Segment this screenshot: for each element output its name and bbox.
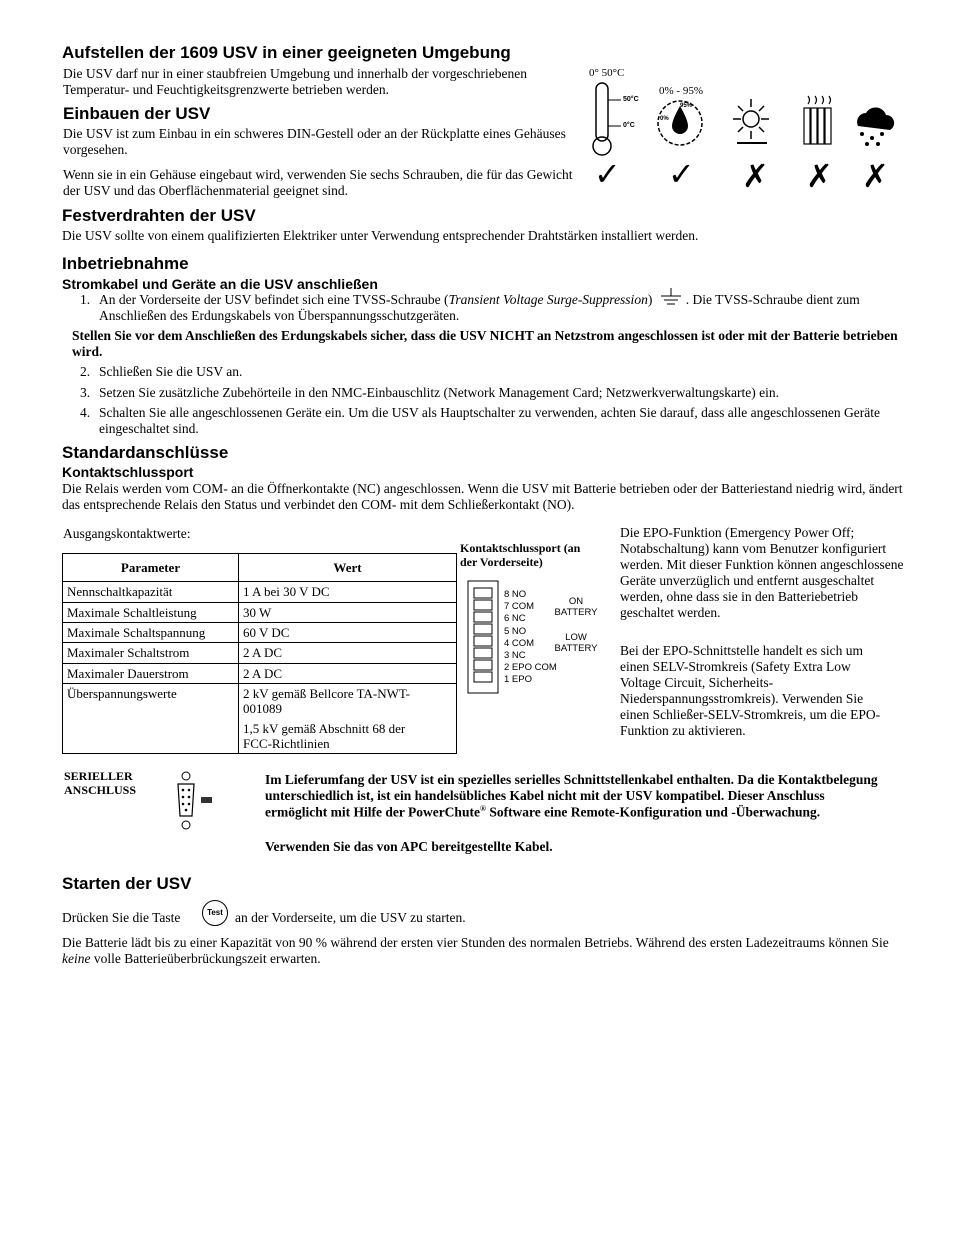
pin-labels	[504, 589, 557, 687]
cross-heat-icon: ✗	[806, 157, 833, 195]
surge-value-bellcore: 2 kV gemäß Bellcore TA-NWT-001089	[243, 685, 410, 717]
section-title-hardwire: Festverdrahten der USV	[62, 206, 256, 225]
table-cell-value	[239, 683, 457, 753]
port-diagram-title: Kontaktschlussport (an der Vorderseite)	[460, 541, 581, 569]
serial-port-icon	[172, 770, 218, 832]
radiator-icon	[800, 94, 840, 148]
thermometer-icon	[588, 80, 648, 158]
table-row	[63, 683, 457, 753]
pin-label: 4 COM	[504, 637, 535, 649]
section-title-install: Einbauen der USV	[63, 104, 211, 123]
table-cell-param: Nennschaltkapazität	[63, 582, 239, 602]
temperature-low-label: 0°C	[623, 122, 635, 129]
step-3-text: Setzen Sie zusätzliche Zubehörteile in den NMC-Einbauschlitz (Network Management Card; Netzwerkverwaltungskarte) ein.	[99, 385, 780, 400]
humidity-low-label: 0%	[660, 116, 669, 122]
table-cell-value: 1 A bei 30 V DC	[239, 582, 457, 602]
table-header-value: Wert	[239, 554, 457, 582]
check-humidity-icon: ✓	[668, 155, 695, 193]
step-2-text: Schließen Sie die USV an.	[99, 364, 243, 379]
step-1-text: An der Vorderseite der USV befindet sich eine TVSS-Schraube (Transient Voltage Surge-Suppression) . Die TVSS-Schraube dient zum Anschließen des Erdungskabels von Überspannungsschutzgeräten.	[99, 292, 860, 323]
low-battery-label: LOW BATTERY	[554, 632, 598, 654]
table-cell-param: Maximaler Dauerstrom	[63, 663, 239, 683]
table-cell-param: Maximaler Schaltstrom	[63, 643, 239, 663]
ground-icon	[656, 294, 686, 308]
pin-label: 6 NC	[504, 613, 526, 625]
pin-label: 8 NO	[504, 589, 527, 600]
start-ups-text-2: Die Batterie lädt bis zu einer Kapazität von 90 % während der ersten vier Stunden des normalen Betriebs. Während des ersten Ladezeitraums können Sie keine volle Batterieüberbrückungszeit erwarten.	[62, 935, 889, 966]
step-2-number: 2.	[80, 364, 91, 379]
surge-value-fcc: 1,5 kV gemäß Abschnitt 68 der FCC-Richtlinien	[243, 720, 406, 751]
environment-text: Die USV darf nur in einer staubfreien Umgebung und innerhalb der vorgeschriebenen Temperatur- und Feuchtigkeitsgrenzwerte betrieben werden.	[63, 66, 527, 97]
cross-sun-icon: ✗	[742, 157, 769, 195]
temperature-range: 0° 50°C	[589, 67, 625, 79]
on-battery-label: ON BATTERY	[554, 596, 598, 618]
contact-port-text: Die Relais werden vom COM- an die Öffnerkontakte (NC) angeschlossen. Wenn die USV mit Batterie betrieben oder der Batteriestand niedrig wird, ändert das entsprechende Relais den Status und verbindet den COM- mit dem Schließerkontakt (NO).	[62, 481, 903, 512]
install-text-1: Die USV ist zum Einbau in ein schweres DIN-Gestell oder an der Rückplatte eines Gehäuses vorgesehen.	[63, 126, 566, 157]
pin-label: 2 EPO COM	[504, 662, 557, 674]
table-cell-value: 2 A DC	[239, 663, 457, 683]
epo-text-2: Bei der EPO-Schnittstelle handelt es sich um einen SELV-Stromkreis (Safety Extra Low Voltage Circuit, Sicherheits-Niederspannungsstromkreis). Verwenden Sie einen Schließer-SELV-Stromkreis, um die EPO-Funktion zu aktivieren.	[620, 643, 881, 738]
step-4-number: 4.	[80, 405, 91, 420]
cross-rain-icon: ✗	[862, 157, 889, 195]
section-title-environment: Aufstellen der 1609 USV in einer geeigneten Umgebung	[62, 43, 511, 62]
table-row	[63, 582, 457, 602]
test-button-icon: Test	[202, 900, 228, 926]
table-cell-value: 30 W	[239, 602, 457, 622]
subsection-title-connect: Stromkabel und Geräte an die USV anschließen	[62, 276, 378, 292]
epo-text-1: Die EPO-Funktion (Emergency Power Off; Notabschaltung) kann vom Benutzer konfiguriert werden. Mit dieser Funktion können angeschlossene Geräte unverzüglich und entfernt ausgeschaltet werden, ohne dass sie in den Batteriebetrieb geschaltet werden.	[620, 525, 904, 620]
hardwire-text: Die USV sollte von einem qualifizierten Elektriker unter Verwendung entsprechender Drahtstärken installiert werden.	[62, 228, 699, 243]
sun-icon	[733, 97, 773, 147]
pin-label: 3 NC	[504, 650, 526, 662]
table-cell-param: Maximale Schaltleistung	[63, 602, 239, 622]
terminal-block-icon	[467, 580, 501, 696]
pin-label: 1 EPO	[504, 674, 532, 686]
temperature-high-label: 50°C	[623, 96, 639, 103]
table-cell-param: Überspannungswerte	[63, 683, 239, 753]
serial-port-text: Im Lieferumfang der USV ist ein spezielles serielles Schnittstellenkabel enthalten. Da die Kontaktbelegung unterschiedlich ist, ist ein handelsübliches Kabel nicht mit der USV kompatibel. Dieser Anschluss ermöglicht mit Hilfe der PowerChute® Software eine Remote-Konfiguration und -Überwachung.	[265, 772, 878, 820]
table-caption: Ausgangskontaktwerte:	[63, 526, 191, 541]
table-row	[63, 602, 457, 622]
serial-cable-note: Verwenden Sie das von APC bereitgestellte Kabel.	[265, 839, 553, 854]
pin-label: 7 COM	[504, 601, 535, 613]
step-3-number: 3.	[80, 385, 91, 400]
table-header-row	[63, 554, 457, 582]
section-title-start-ups: Starten der USV	[62, 874, 192, 893]
ground-warning: Stellen Sie vor dem Anschließen des Erdungskabels sicher, dass die USV NICHT an Netzstrom angeschlossen ist oder mit der Batterie betrieben wird.	[72, 328, 898, 359]
table-cell-param: Maximale Schaltspannung	[63, 622, 239, 642]
humidity-range: 0% - 95%	[659, 85, 703, 97]
table-cell-value: 2 A DC	[239, 643, 457, 663]
pin-label: 5 NO	[504, 625, 527, 637]
step-1-number: 1.	[80, 292, 91, 307]
start-ups-text-1b: an der Vorderseite, um die USV zu starten.	[235, 910, 466, 925]
table-row	[63, 622, 457, 642]
section-title-standard-ports: Standardanschlüsse	[62, 443, 229, 462]
subsection-title-contact-port: Kontaktschlussport	[62, 464, 194, 480]
table-cell-value: 60 V DC	[239, 622, 457, 642]
table-header-parameter: Parameter	[63, 554, 239, 582]
output-contact-table	[62, 553, 457, 754]
table-row	[63, 643, 457, 663]
install-text-2: Wenn sie in ein Gehäuse eingebaut wird, verwenden Sie sechs Schrauben, die für das Gewicht der USV und das Oberflächenmaterial geeignet sind.	[63, 167, 573, 198]
rain-cloud-icon	[850, 104, 900, 148]
step-4-text: Schalten Sie alle angeschlossenen Geräte ein. Um die USV als Hauptschalter zu verwenden, achten Sie darauf, dass alle angeschlossenen Geräte eingeschaltet sind.	[99, 405, 880, 436]
humidity-high-label: 95%	[680, 103, 693, 109]
section-title-startup: Inbetriebnahme	[62, 254, 189, 273]
start-ups-text-1: Drücken Sie die Taste	[62, 910, 181, 925]
serial-port-label: SERIELLER ANSCHLUSS	[64, 769, 137, 797]
table-row	[63, 663, 457, 683]
check-temperature-icon: ✓	[594, 155, 621, 193]
